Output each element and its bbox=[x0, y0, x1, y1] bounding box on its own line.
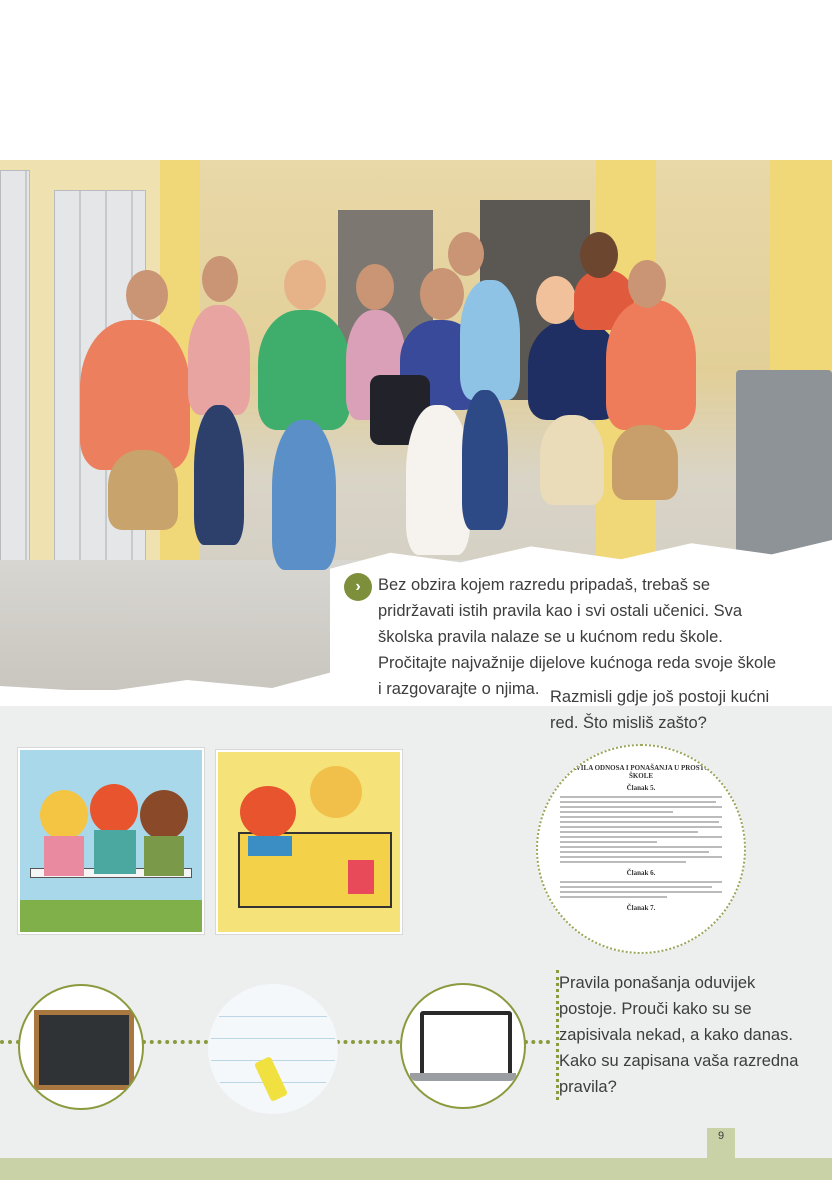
page-number: 9 bbox=[717, 1130, 725, 1142]
document-article: Članak 6. bbox=[626, 869, 656, 877]
child-body bbox=[144, 836, 184, 876]
student bbox=[258, 310, 350, 430]
grass bbox=[20, 900, 202, 932]
child-head bbox=[40, 790, 88, 840]
rules-question bbox=[556, 970, 799, 1100]
student bbox=[108, 450, 178, 530]
child-head bbox=[240, 786, 296, 838]
comic-image-children-bench bbox=[18, 748, 204, 934]
rules-question-text: Pravila ponašanja oduvijek postoje. Prouči kako su se zapisivala nekad, a kako danas. Kako su zapisana vaša razredna pravila? bbox=[559, 974, 799, 1096]
dotted-connector bbox=[336, 1040, 400, 1044]
document-heading: PRAVILA ODNOSA I PONAŠANJA U PROSTORU ŠKOLE bbox=[562, 764, 720, 780]
pencil-icon bbox=[254, 1056, 288, 1102]
comic-image-children-desk bbox=[216, 750, 402, 934]
student bbox=[540, 415, 604, 505]
locker bbox=[0, 170, 30, 612]
student-head bbox=[356, 264, 394, 310]
paper-line bbox=[210, 1060, 336, 1061]
chalkboard-image bbox=[18, 984, 144, 1110]
notebook bbox=[348, 860, 374, 894]
document-article: Članak 5. bbox=[626, 784, 656, 792]
think-question: Razmisli gdje još postoji kućni red. Što misliš zašto? bbox=[550, 688, 770, 732]
student bbox=[612, 425, 678, 500]
student-head bbox=[448, 232, 484, 276]
intro-paragraph: Bez obzira kojem razredu pripadaš, trebaš se pridržavati istih pravila kao i svi ostali učenici. Sva školska pravila nalaze se u kućnom redu škole. Pročitajte najvažnije dijelove kućnoga reda svoje škole i razgovarajte o njima. bbox=[378, 576, 777, 698]
student-head bbox=[284, 260, 326, 310]
student bbox=[460, 280, 520, 400]
student-head bbox=[126, 270, 168, 320]
laptop-image bbox=[400, 983, 526, 1109]
student bbox=[194, 405, 244, 545]
child-body bbox=[248, 836, 292, 856]
document-article: Članak 7. bbox=[626, 904, 656, 912]
student bbox=[188, 305, 250, 415]
child-head bbox=[90, 784, 138, 834]
lined-paper-image bbox=[208, 984, 338, 1114]
student-head bbox=[202, 256, 238, 302]
trash-bin bbox=[736, 370, 832, 560]
child-body bbox=[44, 836, 84, 876]
student bbox=[606, 300, 696, 430]
laptop-icon bbox=[420, 1011, 512, 1077]
student-head bbox=[628, 260, 666, 308]
paper-line bbox=[210, 1038, 336, 1039]
student bbox=[462, 390, 508, 530]
student-head bbox=[536, 276, 576, 324]
student bbox=[406, 405, 470, 555]
laptop-base bbox=[410, 1073, 516, 1081]
student-head bbox=[580, 232, 618, 278]
paper-line bbox=[210, 1016, 336, 1017]
chalkboard bbox=[34, 1010, 134, 1090]
dotted-connector bbox=[524, 1040, 550, 1044]
student bbox=[272, 420, 336, 570]
school-rules-document-image bbox=[536, 744, 746, 954]
child-head bbox=[140, 790, 188, 840]
child-head bbox=[310, 766, 362, 818]
dotted-connector bbox=[0, 1040, 20, 1044]
dotted-connector bbox=[142, 1040, 208, 1044]
student bbox=[80, 320, 190, 470]
chevron-right-icon: › bbox=[344, 573, 372, 601]
child-body bbox=[94, 830, 136, 874]
student-head bbox=[420, 268, 464, 320]
